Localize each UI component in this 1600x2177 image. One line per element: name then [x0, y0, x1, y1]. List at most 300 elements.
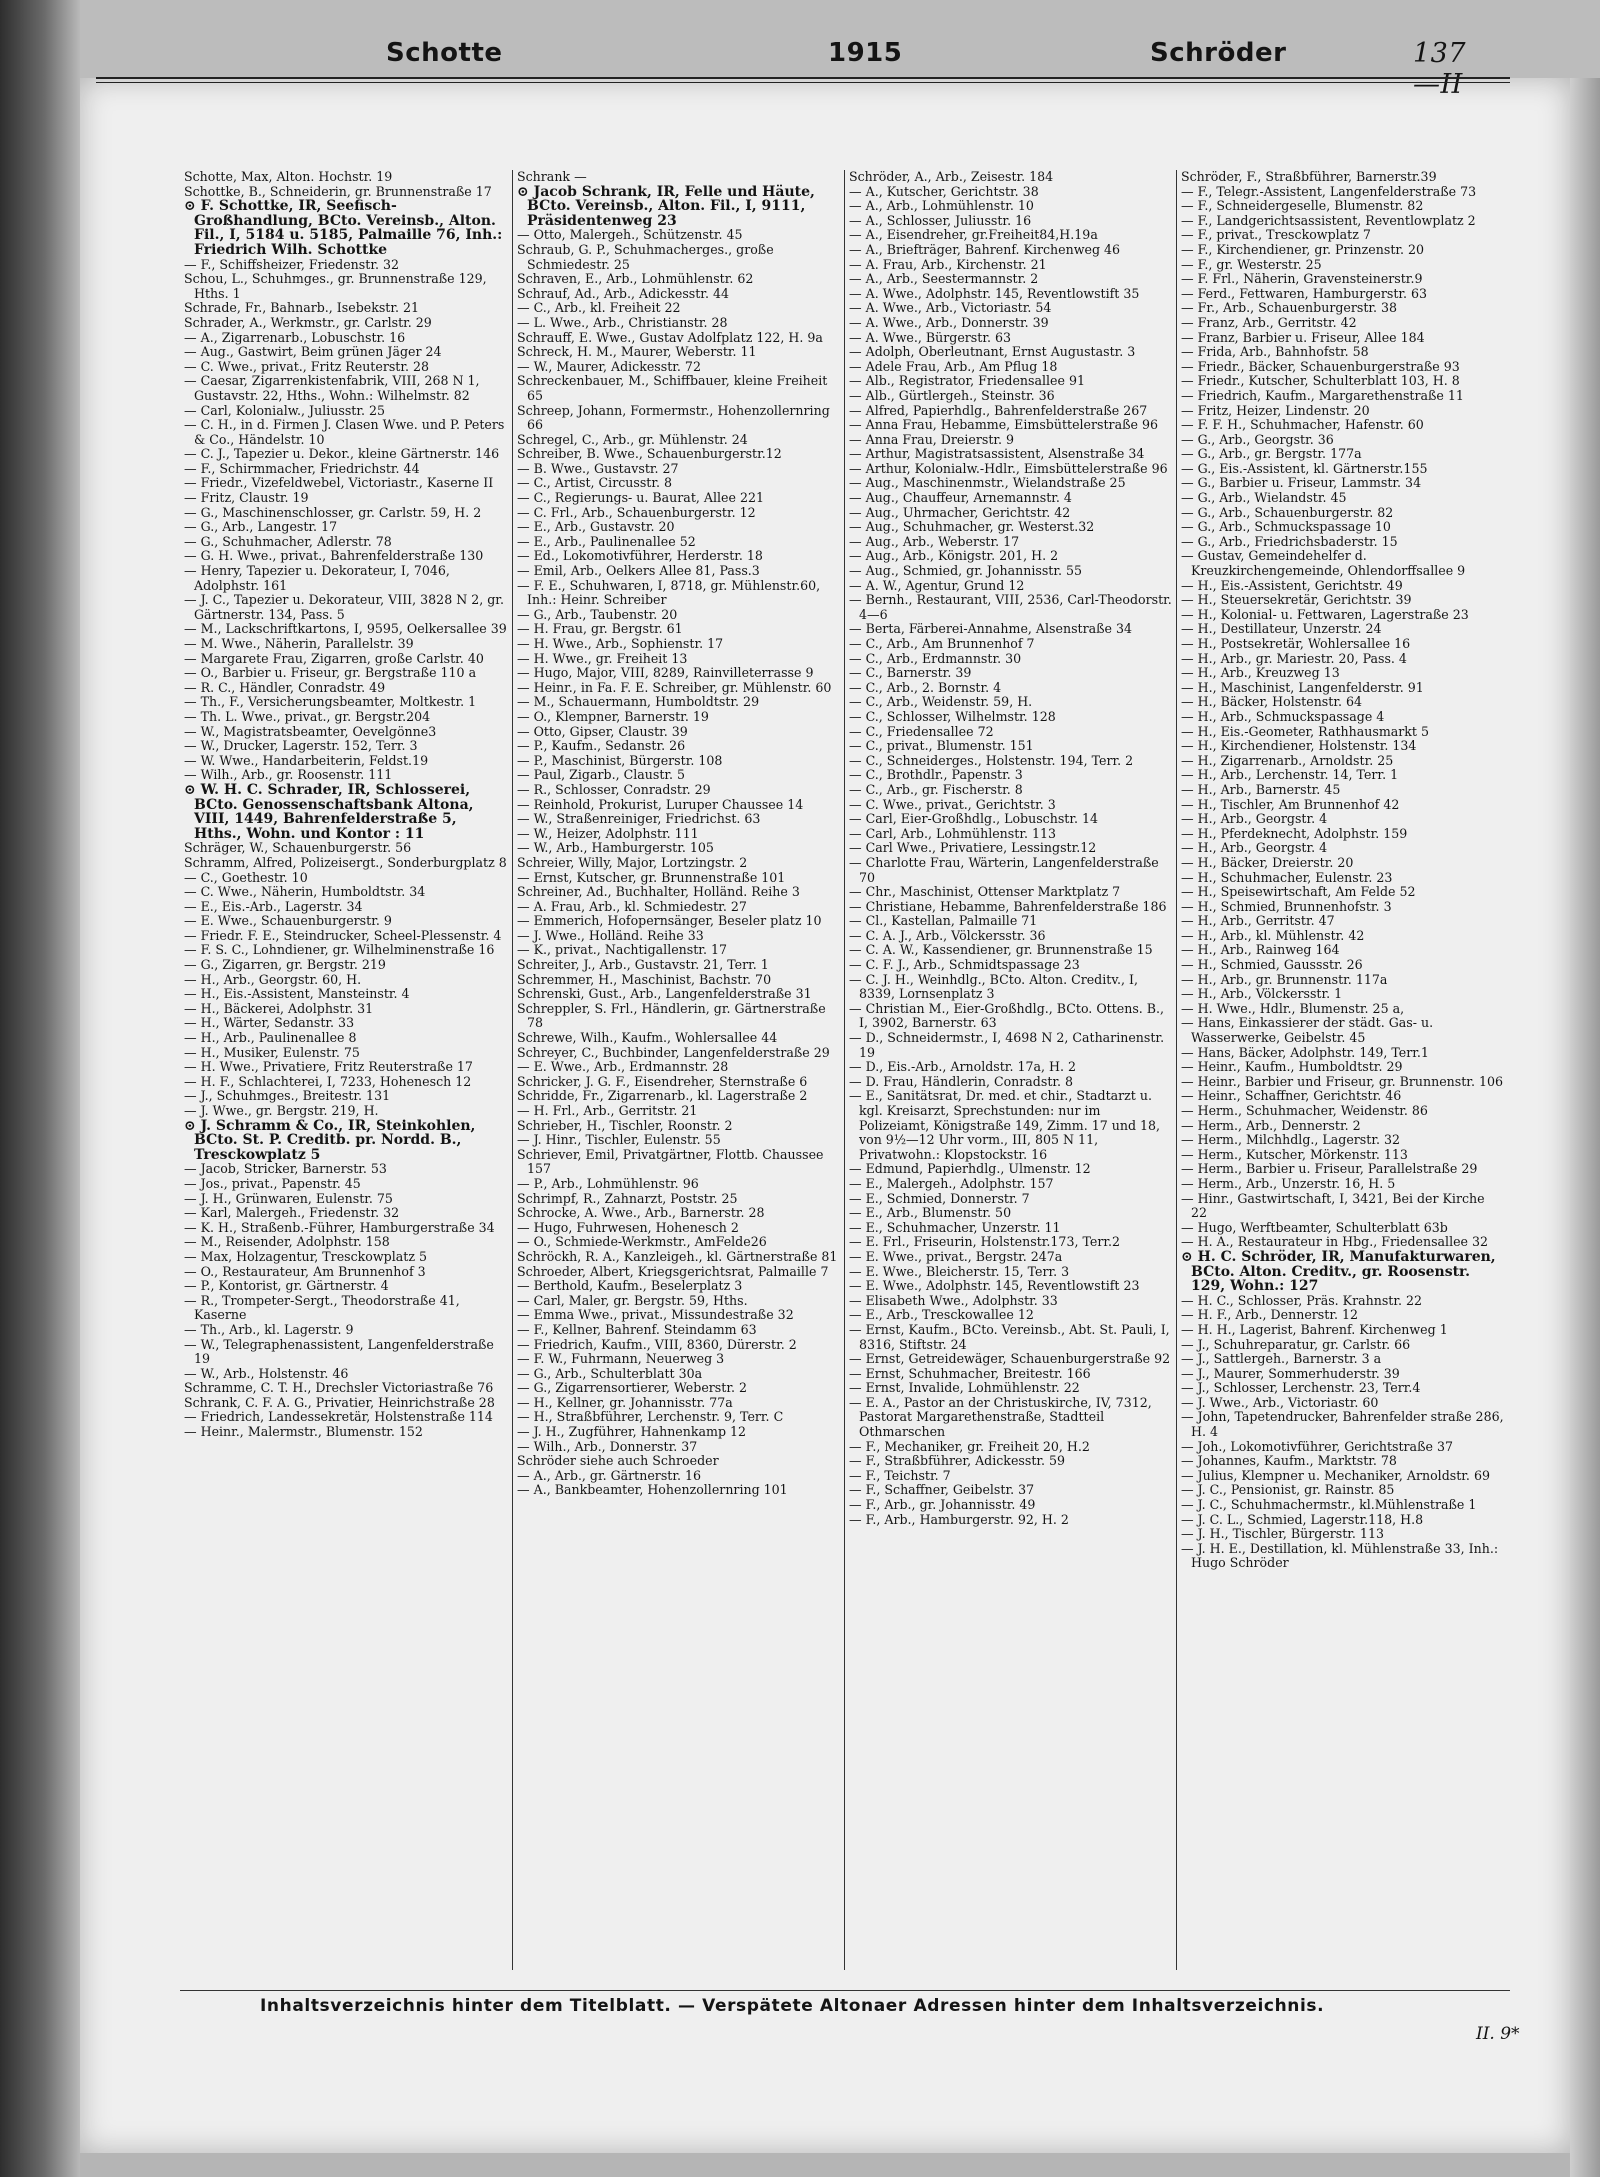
- directory-entry: — Hugo, Fuhrwesen, Hohenesch 2: [517, 1219, 739, 1235]
- directory-entry: — H., Tischler, Am Brunnenhof 42: [1181, 796, 1400, 812]
- directory-entry: — C., Arb., kl. Freiheit 22: [517, 300, 681, 316]
- directory-entry: — C., Arb., Erdmannstr. 30: [849, 650, 1022, 666]
- directory-entry: — G., Eis.-Assistent, kl. Gärtnerstr.155: [1181, 460, 1428, 476]
- directory-entry: — C. F. J., Arb., Schmidtspassage 23: [849, 957, 1080, 973]
- directory-entry: — H., Straßbführer, Lerchenstr. 9, Terr. C: [517, 1409, 784, 1425]
- directory-entry: — J. C., Tapezier u. Dekorateur, VIII, 3828 N 2, gr. Gärtnerstr. 134, Pass. 5: [184, 592, 504, 622]
- directory-entry: — C., Arb., gr. Fischerstr. 8: [849, 781, 1023, 797]
- directory-entry: Schraven, E., Arb., Lohmühlenstr. 62: [517, 271, 754, 287]
- directory-entry: — Wilh., Arb., gr. Roosenstr. 111: [184, 767, 393, 783]
- firm-entry: ⊙ Jacob Schrank, IR, Felle und Häute, BCto. Vereinsb., Alton. Fil., I, 9111, Präsidentenweg 23: [517, 183, 815, 229]
- directory-entry: Schrauff, E. Wwe., Gustav Adolfplatz 122, H. 9a: [517, 329, 823, 345]
- directory-entry: Schreckenbauer, M., Schiffbauer, kleine Freiheit 65: [517, 373, 828, 403]
- directory-entry: — Reinhold, Prokurist, Luruper Chaussee 14: [517, 796, 804, 812]
- directory-entry: — Hans, Bäcker, Adolphstr. 149, Terr.1: [1181, 1044, 1429, 1060]
- directory-entry: — A. Frau, Arb., Kirchenstr. 21: [849, 256, 1047, 272]
- directory-entry: — E. Frl., Friseurin, Holstenstr.173, Terr.2: [849, 1234, 1121, 1250]
- directory-entry: — Herm., Kutscher, Mörkenstr. 113: [1181, 1146, 1408, 1162]
- directory-entry: — G., Arb., Taubenstr. 20: [517, 606, 678, 622]
- directory-entry: Schreep, Johann, Formermstr., Hohenzollernring 66: [517, 402, 830, 433]
- column-3: [844, 170, 1176, 1970]
- directory-entry: — A., Zigarrenarb., Lobuschstr. 16: [184, 329, 406, 345]
- directory-entry: — R., Schlosser, Conradstr. 29: [517, 781, 711, 797]
- directory-entry: — F., gr. Westerstr. 25: [1181, 256, 1322, 272]
- directory-entry: — O., Restaurateur, Am Brunnenhof 3: [184, 1263, 426, 1279]
- directory-entry: — F. E., Schuhwaren, I, 8718, gr. Mühlenstr.60, Inh.: Heinr. Schreiber: [517, 577, 821, 608]
- directory-entry: — H., Bäcker, Dreierstr. 20: [1181, 854, 1354, 870]
- directory-entry: — C. A. W., Kassendiener, gr. Brunnenstraße 15: [849, 942, 1153, 958]
- directory-entry: — W., Straßenreiniger, Friedrichst. 63: [517, 811, 761, 827]
- scan-bottom-edge: [80, 2153, 1570, 2177]
- directory-entry: Schotte, Max, Alton. Hochstr. 19: [184, 169, 393, 184]
- directory-entry: — C. Frl., Arb., Schauenburgerstr. 12: [517, 504, 756, 520]
- directory-entry: — H. Frl., Arb., Gerritstr. 21: [517, 1103, 698, 1118]
- directory-entry: — P., Kaufm., Sedanstr. 26: [517, 738, 686, 754]
- directory-entry: — Ernst, Getreidewäger, Schauenburgerstraße 92: [849, 1351, 1171, 1367]
- directory-entry: — G. H. Wwe., privat., Bahrenfelderstraße 130: [184, 548, 484, 564]
- directory-entry: — D., Schneidermstr., I, 4698 N 2, Catharinenstr. 19: [849, 1030, 1165, 1060]
- directory-entry: — Joh., Lokomotivführer, Gerichtstraße 37: [1181, 1438, 1453, 1454]
- directory-entry: — F., Schneidergeselle, Blumenstr. 82: [1181, 198, 1424, 214]
- directory-entry: — H., Kirchendiener, Holstenstr. 134: [1181, 738, 1417, 754]
- directory-entry: — G., Arb., Schauenburgerstr. 82: [1181, 504, 1394, 520]
- directory-entry: — J. H. E., Destillation, kl. Mühlenstraße 33, Inh.: Hugo Schröder: [1181, 1540, 1499, 1571]
- directory-entry: — E. Wwe., Arb., Erdmannstr. 28: [517, 1059, 729, 1075]
- directory-entry: — K. H., Straßenb.-Führer, Hamburgerstraße 34: [184, 1219, 495, 1235]
- directory-entry: — W., Drucker, Lagerstr. 152, Terr. 3: [184, 738, 418, 754]
- column-1: [180, 170, 512, 1970]
- directory-entry: — Herm., Arb., Unzerstr. 16, H. 5: [1181, 1175, 1396, 1191]
- directory-entry: — A. Wwe., Arb., Donnerstr. 39: [849, 314, 1049, 330]
- directory-entry: — F., Mechaniker, gr. Freiheit 20, H.2: [849, 1438, 1090, 1454]
- directory-entry: — Franz, Arb., Gerritstr. 42: [1181, 314, 1357, 330]
- directory-entry: — Ed., Lokomotivführer, Herderstr. 18: [517, 548, 763, 564]
- directory-entry: — A., Arb., Lohmühlenstr. 10: [849, 198, 1034, 214]
- header-rule: [96, 77, 1510, 83]
- firm-entry: ⊙ J. Schramm & Co., IR, Steinkohlen, BCto. St. P. Creditb. pr. Nordd. B., Tresckowplatz 5: [184, 1117, 476, 1163]
- firm-entry: ⊙ W. H. C. Schrader, IR, Schlosserei, BCto. Genossenschaftsbank Altona, VIII, 1449, Bahrenfelderstraße 5, Hths., Wohn. und Kontor : 11: [184, 781, 474, 842]
- directory-entry: — F., Schiffsheizer, Friedenstr. 32: [184, 256, 399, 272]
- directory-entry: — Hugo, Major, VIII, 8289, Rainvilleterrasse 9: [517, 665, 814, 681]
- directory-entry: — M., Schauermann, Humboldtstr. 29: [517, 694, 760, 710]
- directory-entry: — Hinr., Gastwirtschaft, I, 3421, Bei der Kirche 22: [1181, 1190, 1485, 1221]
- directory-entry: — Karl, Malergeh., Friedenstr. 32: [184, 1205, 400, 1221]
- directory-entry: — Friedrich, Landessekretär, Holstenstraße 114: [184, 1409, 493, 1425]
- directory-entry: — L. Wwe., Arb., Christianstr. 28: [517, 314, 728, 330]
- directory-entry: — Hans, Einkassierer der städt. Gas- u. Wasserwerke, Geibelstr. 45: [1181, 1015, 1434, 1046]
- directory-entry: Schreyer, C., Buchbinder, Langenfelderstraße 29: [517, 1044, 830, 1060]
- directory-entry: Schrieber, H., Tischler, Roonstr. 2: [517, 1117, 733, 1133]
- directory-entry: — Fr., Arb., Schauenburgerstr. 38: [1181, 300, 1398, 316]
- directory-entry: — H., Eis.-Geometer, Rathhausmarkt 5: [1181, 723, 1430, 739]
- directory-entry: — Aug., Arb., Weberstr. 17: [849, 533, 1020, 549]
- directory-entry: — R. C., Händler, Conradstr. 49: [184, 679, 386, 695]
- directory-entry: Schrader, A., Werkmstr., gr. Carlstr. 29: [184, 314, 432, 330]
- directory-entry: — W., Telegraphenassistent, Langenfelderstraße 19: [184, 1336, 494, 1367]
- directory-entry: — H. C., Schlosser, Präs. Krahnstr. 22: [1181, 1292, 1423, 1308]
- directory-entry: Schreiber, B. Wwe., Schauenburgerstr.12: [517, 446, 782, 462]
- directory-entry: — C. H., in d. Firmen J. Clasen Wwe. und P. Peters & Co., Händelstr. 10: [184, 417, 505, 447]
- directory-entry: — Berthold, Kaufm., Beselerplatz 3: [517, 1278, 743, 1294]
- directory-entry: Schreiner, Ad., Buchhalter, Holländ. Reihe 3: [517, 884, 800, 900]
- directory-entry: — A. Wwe., Bürgerstr. 63: [849, 329, 1011, 345]
- directory-entry: — J. Wwe., gr. Bergstr. 219, H.: [184, 1103, 379, 1118]
- directory-entry: — Friedr., Bäcker, Schauenburgerstraße 93: [1181, 358, 1460, 374]
- directory-entry: — Frida, Arb., Bahnhofstr. 58: [1181, 344, 1369, 360]
- directory-entry: — Arthur, Kolonialw.-Hdlr., Eimsbüttelerstraße 96: [849, 460, 1168, 476]
- directory-entry: — G., Barbier u. Friseur, Lammstr. 34: [1181, 475, 1422, 491]
- directory-entry: — P., Kontorist, gr. Gärtnerstr. 4: [184, 1278, 389, 1294]
- header-left-keyword: Schotte: [386, 38, 503, 68]
- directory-entry: Schricker, J. G. F., Eisendreher, Sternstraße 6: [517, 1073, 808, 1089]
- directory-entry: — A., Arb., gr. Gärtnerstr. 16: [517, 1467, 702, 1483]
- directory-entry: — H., Arb., Kreuzweg 13: [1181, 665, 1340, 681]
- directory-entry: — Otto, Gipser, Claustr. 39: [517, 723, 688, 739]
- directory-entry: — Hugo, Werftbeamter, Schulterblatt 63b: [1181, 1219, 1448, 1235]
- directory-entry: — H., Arb., Georgstr. 60, H.: [184, 971, 362, 987]
- directory-entry: — Heinr., Barbier und Friseur, gr. Brunnenstr. 106: [1181, 1073, 1503, 1089]
- directory-entry: — Ferd., Fettwaren, Hamburgerstr. 63: [1181, 285, 1428, 301]
- directory-entry: — Heinr., Malermstr., Blumenstr. 152: [184, 1424, 423, 1440]
- directory-entry: — Charlotte Frau, Wärterin, Langenfelderstraße 70: [849, 854, 1159, 885]
- directory-entry: — E., Arb., Blumenstr. 50: [849, 1205, 1012, 1221]
- directory-entry: — J., Schuhreparatur, gr. Carlstr. 66: [1181, 1336, 1411, 1352]
- directory-entry: — E., Arb., Paulinenallee 52: [517, 533, 696, 549]
- directory-entry: — G., Schuhmacher, Adlerstr. 78: [184, 533, 392, 549]
- directory-entry: — G., Maschinenschlosser, gr. Carlstr. 59, H. 2: [184, 504, 482, 520]
- directory-entry: — F. Frl., Näherin, Gravensteinerstr.9: [1181, 271, 1423, 287]
- directory-entry: Schroeder, Albert, Kriegsgerichtsrat, Palmaille 7: [517, 1263, 829, 1279]
- directory-entry: Schrewe, Wilh., Kaufm., Wohlersallee 44: [517, 1030, 778, 1046]
- footer-page-ref: II. 9*: [1476, 2024, 1520, 2044]
- directory-entry: — A., Eisendreher, gr.Freiheit84,H.19a: [849, 227, 1098, 243]
- directory-entry: Schreier, Willy, Major, Lortzingstr. 2: [517, 854, 748, 870]
- directory-entry: Schou, L., Schuhmges., gr. Brunnenstraße 129, Hths. 1: [184, 271, 487, 301]
- directory-entry: — W., Arb., Holstenstr. 46: [184, 1365, 349, 1381]
- directory-entry: — Herm., Arb., Dennerstr. 2: [1181, 1117, 1361, 1133]
- directory-entry: — E., Sanitätsrat, Dr. med. et chir., Stadtarzt u. kgl. Kreisarzt, Sprechstunden: nur im Polizeiamt, Königstraße 149, Zimm. 17 und 18, von 9½—12 Uhr vorm., III, 805 N 11, Privatwohn.: Klopstockstr. 16: [849, 1088, 1161, 1162]
- directory-entry: — O., Barbier u. Friseur, gr. Bergstraße 110 a: [184, 665, 477, 681]
- directory-entry: — Edmund, Papierhdlg., Ulmenstr. 12: [849, 1161, 1091, 1177]
- directory-entry: — C., Schneiderges., Holstenstr. 194, Terr. 2: [849, 752, 1134, 768]
- directory-entry: — H., Schmied, Brunnenhofstr. 3: [1181, 898, 1392, 914]
- directory-entry: — C., Arb., Weidenstr. 59, H.: [849, 694, 1033, 710]
- directory-entry: — H. Wwe., Hdlr., Blumenstr. 25 a,: [1181, 1000, 1405, 1016]
- directory-entry: — Herm., Milchhdlg., Lagerstr. 32: [1181, 1132, 1400, 1148]
- directory-entry: Schrade, Fr., Bahnarb., Isebekstr. 21: [184, 300, 420, 316]
- directory-entry: Schregel, C., Arb., gr. Mühlenstr. 24: [517, 431, 748, 447]
- directory-entry: — Fritz, Claustr. 19: [184, 490, 309, 506]
- header-year: 1915: [828, 38, 903, 68]
- directory-entry: — A., Schlosser, Juliusstr. 16: [849, 212, 1032, 228]
- directory-entry: — C., Barnerstr. 39: [849, 665, 972, 681]
- directory-entry: — Otto, Malergeh., Schützenstr. 45: [517, 227, 743, 243]
- directory-entry: — H., Arb., kl. Mühlenstr. 42: [1181, 927, 1365, 943]
- directory-entry: — G., Zigarren, gr. Bergstr. 219: [184, 957, 386, 973]
- directory-columns: [180, 170, 1510, 1970]
- directory-entry: — C., Arb., 2. Bornstr. 4: [849, 679, 1002, 695]
- directory-entry: — H. F., Schlachterei, I, 7233, Hohenesch 12: [184, 1073, 472, 1089]
- directory-entry: — H., Wärter, Sedanstr. 33: [184, 1015, 355, 1031]
- directory-entry: — C., Schlosser, Wilhelmstr. 128: [849, 708, 1056, 724]
- directory-entry: — E., Malergeh., Adolphstr. 157: [849, 1175, 1054, 1191]
- directory-entry: — H. Wwe., gr. Freiheit 13: [517, 650, 688, 666]
- header-right-keyword: Schröder: [1150, 38, 1287, 68]
- directory-entry: — E., Schmied, Donnerstr. 7: [849, 1190, 1030, 1206]
- directory-entry: Schrenski, Gust., Arb., Langenfelderstraße 31: [517, 986, 812, 1002]
- directory-entry: — Th. L. Wwe., privat., gr. Bergstr.204: [184, 708, 431, 724]
- directory-entry: — J. C., Pensionist, gr. Rainstr. 85: [1181, 1482, 1395, 1498]
- directory-entry: — H., Arb., Lerchenstr. 14, Terr. 1: [1181, 767, 1399, 783]
- directory-entry: — Carl Wwe., Privatiere, Lessingstr.12: [849, 840, 1097, 856]
- directory-entry: — C., privat., Blumenstr. 151: [849, 738, 1034, 754]
- directory-entry: — G., Arb., Friedrichsbaderstr. 15: [1181, 533, 1398, 549]
- directory-entry: — F., Arb., gr. Johannisstr. 49: [849, 1497, 1036, 1513]
- directory-entry: — H. H., Lagerist, Bahrenf. Kirchenweg 1: [1181, 1321, 1448, 1337]
- directory-entry: — F., Kirchendiener, gr. Prinzenstr. 20: [1181, 241, 1425, 257]
- directory-entry: — J., Maurer, Sommerhuderstr. 39: [1181, 1365, 1400, 1381]
- directory-entry: — H. Frau, gr. Bergstr. 61: [517, 621, 683, 637]
- directory-entry: — John, Tapetendrucker, Bahrenfelder straße 286, H. 4: [1181, 1409, 1504, 1440]
- directory-entry: — F. S. C., Lohndiener, gr. Wilhelminenstraße 16: [184, 942, 495, 958]
- directory-entry: — E. A., Pastor an der Christuskirche, IV, 7312, Pastorat Margarethenstraße, Stadtteil Othmarschen: [849, 1394, 1152, 1440]
- directory-entry: — Aug., Maschinenmstr., Wielandstraße 25: [849, 475, 1126, 491]
- directory-entry: — F., Telegr.-Assistent, Langenfelderstraße 73: [1181, 183, 1477, 199]
- footer-notice: Inhaltsverzeichnis hinter dem Titelblatt. — Verspätete Altonaer Adressen hinter dem Inhaltsverzeichnis.: [260, 1996, 1325, 2016]
- directory-entry: — W. Wwe., Handarbeiterin, Feldst.19: [184, 752, 429, 768]
- directory-entry: — H., Arb., gr. Mariestr. 20, Pass. 4: [1181, 650, 1407, 666]
- directory-entry: — E. Wwe., Bleicherstr. 15, Terr. 3: [849, 1263, 1070, 1279]
- directory-entry: — Aug., Chauffeur, Arnemannstr. 4: [849, 490, 1072, 506]
- directory-entry: — Jacob, Stricker, Barnerstr. 53: [184, 1161, 387, 1177]
- directory-entry: — Aug., Gastwirt, Beim grünen Jäger 24: [184, 344, 442, 360]
- column-2: [512, 170, 844, 1970]
- directory-entry: Schröckh, R. A., Kanzleigeh., kl. Gärtnerstraße 81: [517, 1248, 838, 1264]
- directory-entry: — H., Arb., Georgstr. 4: [1181, 811, 1328, 827]
- directory-entry: — E., Arb., Gustavstr. 20: [517, 519, 675, 535]
- directory-entry: — F., Straßbführer, Adickesstr. 59: [849, 1453, 1066, 1469]
- directory-entry: Schreppler, S. Frl., Händlerin, gr. Gärtnerstraße 78: [517, 1000, 826, 1031]
- directory-entry: — H., Destillateur, Unzerstr. 24: [1181, 621, 1382, 637]
- directory-entry: — C., Goethestr. 10: [184, 869, 308, 885]
- directory-entry: — H., Kellner, gr. Johannisstr. 77a: [517, 1394, 733, 1410]
- directory-entry: — J. Wwe., Arb., Victoriastr. 60: [1181, 1394, 1379, 1410]
- directory-entry: — F., Schaffner, Geibelstr. 37: [849, 1482, 1035, 1498]
- directory-entry: — H., Arb., Gerritstr. 47: [1181, 913, 1335, 929]
- directory-entry: — P., Arb., Lohmühlenstr. 96: [517, 1175, 699, 1191]
- directory-entry: — Paul, Zigarb., Claustr. 5: [517, 767, 686, 783]
- directory-entry: — A., Bankbeamter, Hohenzollernring 101: [517, 1482, 788, 1498]
- directory-entry: — J., Schuhmges., Breitestr. 131: [184, 1088, 391, 1104]
- directory-entry: — F. F. H., Schuhmacher, Hafenstr. 60: [1181, 417, 1424, 433]
- firm-entry: ⊙ H. C. Schröder, IR, Manufakturwaren, BCto. Alton. Creditv., gr. Roosenstr. 129, Wohn.: 127: [1181, 1248, 1496, 1295]
- directory-entry: — J. C. L., Schmied, Lagerstr.118, H.8: [1181, 1511, 1424, 1527]
- directory-entry: — C. Wwe., Näherin, Humboldtstr. 34: [184, 884, 426, 900]
- directory-entry: — G., Arb., Langestr. 17: [184, 519, 338, 535]
- directory-entry: — G., Arb., Georgstr. 36: [1181, 431, 1334, 447]
- directory-entry: — A., Kutscher, Gerichtstr. 38: [849, 183, 1039, 199]
- directory-entry: — Ernst, Schuhmacher, Breitestr. 166: [849, 1365, 1091, 1381]
- directory-entry: — G., Arb., gr. Bergstr. 177a: [1181, 446, 1362, 462]
- directory-entry: — C. Wwe., privat., Fritz Reuterstr. 28: [184, 358, 430, 374]
- directory-entry: — Herm., Barbier u. Friseur, Parallelstraße 29: [1181, 1161, 1478, 1177]
- directory-entry: — Friedr. F. E., Steindrucker, Scheel-Plessenstr. 4: [184, 927, 502, 943]
- directory-entry: Schridde, Fr., Zigarrenarb., kl. Lagerstraße 2: [517, 1088, 808, 1104]
- directory-entry: — Emmerich, Hofopernsänger, Beseler platz 10: [517, 913, 822, 929]
- footer-rule: [180, 1990, 1510, 1991]
- directory-entry: — A. Wwe., Adolphstr. 145, Reventlowstift 35: [849, 285, 1140, 301]
- page-header: [90, 28, 1467, 100]
- directory-entry: — E., Eis.-Arb., Lagerstr. 34: [184, 898, 363, 914]
- directory-entry: — G., Arb., Wielandstr. 45: [1181, 490, 1347, 506]
- directory-entry: — Arthur, Magistratsassistent, Alsenstraße 34: [849, 446, 1145, 462]
- directory-entry: — A., Briefträger, Bahrenf. Kirchenweg 46: [849, 241, 1121, 257]
- directory-entry: — H., Bäckerei, Adolphstr. 31: [184, 1000, 374, 1016]
- directory-entry: Schriever, Emil, Privatgärtner, Flottb. Chaussee 157: [517, 1146, 824, 1177]
- directory-entry: Schrimpf, R., Zahnarzt, Poststr. 25: [517, 1190, 738, 1206]
- directory-entry: Schröder, A., Arb., Zeisestr. 184: [849, 169, 1054, 184]
- directory-entry: — C., Friedensallee 72: [849, 723, 994, 739]
- directory-entry: — Carl, Eier-Großhdlg., Lobuschstr. 14: [849, 811, 1099, 827]
- directory-entry: Schremmer, H., Maschinist, Bachstr. 70: [517, 971, 772, 987]
- directory-entry: Schramme, C. T. H., Drechsler Victoriastraße 76: [184, 1380, 494, 1396]
- directory-entry: — Berta, Färberei-Annahme, Alsenstraße 34: [849, 621, 1133, 637]
- directory-entry: — Gustav, Gemeindehelfer d. Kreuzkirchengemeinde, Ohlendorffsallee 9: [1181, 548, 1466, 579]
- directory-entry: — M., Lackschriftkartons, I, 9595, Oelkersallee 39: [184, 621, 507, 637]
- directory-entry: — Friedrich, Kaufm., Margarethenstraße 11: [1181, 387, 1464, 403]
- directory-entry: Schrocke, A. Wwe., Arb., Barnerstr. 28: [517, 1205, 765, 1221]
- directory-entry: — H., Arb., Rainweg 164: [1181, 942, 1340, 958]
- directory-entry: — C. A. J., Arb., Völckersstr. 36: [849, 927, 1046, 943]
- directory-entry: — C., Artist, Circusstr. 8: [517, 475, 673, 491]
- directory-entry: — Christian M., Eier-Großhdlg., BCto. Ottens. B., I, 3902, Barnerstr. 63: [849, 1000, 1165, 1031]
- firm-entry: ⊙ F. Schottke, IR, Seefisch-Großhandlung, BCto. Vereinsb., Alton. Fil., I, 5184 u. 5185, Palmaille 76, Inh.: Friedrich Wilh. Schottke: [184, 198, 503, 258]
- directory-entry: — Herm., Schuhmacher, Weidenstr. 86: [1181, 1103, 1428, 1118]
- directory-entry: — G., Arb., Schulterblatt 30a: [517, 1365, 703, 1381]
- directory-entry: — Th., F., Versicherungsbeamter, Moltkestr. 1: [184, 694, 477, 710]
- directory-entry: — G., Zigarrensortierer, Weberstr. 2: [517, 1380, 747, 1396]
- directory-entry: — H., Speisewirtschaft, Am Felde 52: [1181, 884, 1416, 900]
- directory-entry: — Carl, Maler, gr. Bergstr. 59, Hths.: [517, 1292, 748, 1308]
- directory-entry: — Adolph, Oberleutnant, Ernst Augustastr. 3: [849, 344, 1136, 360]
- directory-entry: — C., Regierungs- u. Baurat, Allee 221: [517, 490, 764, 506]
- directory-entry: — F., privat., Tresckowplatz 7: [1181, 227, 1371, 243]
- directory-entry: Schraub, G. P., Schuhmacherges., große Schmiedestr. 25: [517, 241, 774, 272]
- directory-entry: — A., Arb., Seestermannstr. 2: [849, 271, 1039, 287]
- directory-entry: — B. Wwe., Gustavstr. 27: [517, 460, 679, 476]
- directory-entry: — Jos., privat., Papenstr. 45: [184, 1175, 361, 1191]
- directory-entry: — C. J. H., Weinhdlg., BCto. Alton. Creditv., I, 8339, Lornsenplatz 3: [849, 971, 1138, 1002]
- directory-entry: — H. A., Restaurateur in Hbg., Friedensallee 32: [1181, 1234, 1489, 1250]
- directory-entry: — Franz, Barbier u. Friseur, Allee 184: [1181, 329, 1425, 345]
- directory-entry: — Aug., Uhrmacher, Gerichtstr. 42: [849, 504, 1071, 520]
- directory-entry: — Th., Arb., kl. Lagerstr. 9: [184, 1321, 354, 1337]
- directory-entry: — A. W., Agentur, Grund 12: [849, 577, 1025, 593]
- directory-entry: — M. Wwe., Näherin, Parallelstr. 39: [184, 636, 414, 651]
- directory-entry: — A. Frau, Arb., kl. Schmiedestr. 27: [517, 898, 747, 914]
- directory-entry: — Adele Frau, Arb., Am Pflug 18: [849, 358, 1058, 374]
- directory-entry: — Johannes, Kaufm., Marktstr. 78: [1181, 1453, 1397, 1469]
- directory-entry: — F., Teichstr. 7: [849, 1467, 951, 1483]
- directory-entry: — C. J., Tapezier u. Dekor., kleine Gärtnerstr. 146: [184, 446, 500, 462]
- directory-entry: — E., Schuhmacher, Unzerstr. 11: [849, 1219, 1061, 1235]
- directory-entry: — Emil, Arb., Oelkers Allee 81, Pass.3: [517, 563, 760, 579]
- directory-entry: Schramm, Alfred, Polizeisergt., Sonderburgplatz 8: [184, 854, 507, 870]
- directory-entry: — J. H., Tischler, Bürgerstr. 113: [1181, 1526, 1384, 1542]
- directory-entry: — H. Wwe., Privatiere, Fritz Reuterstraße 17: [184, 1059, 473, 1075]
- directory-entry: Schröder siehe auch Schroeder: [517, 1453, 719, 1469]
- directory-entry: — W., Magistratsbeamter, Oevelgönne3: [184, 723, 437, 739]
- directory-entry: — Heinr., in Fa. F. E. Schreiber, gr. Mühlenstr. 60: [517, 679, 832, 695]
- directory-entry: — Friedrich, Kaufm., VIII, 8360, Dürerstr. 2: [517, 1336, 797, 1352]
- directory-entry: — W., Heizer, Adolphstr. 111: [517, 825, 699, 841]
- directory-entry: — Caesar, Zigarrenkistenfabrik, VIII, 268 N 1, Gustavstr. 22, Hths., Wohn.: Wilhelmstr. 82: [184, 373, 480, 403]
- directory-entry: — H., Pferdeknecht, Adolphstr. 159: [1181, 825, 1408, 841]
- directory-entry: — D., Eis.-Arb., Arnoldstr. 17a, H. 2: [849, 1059, 1076, 1075]
- directory-entry: Schröder, F., Straßbführer, Barnerstr.39: [1181, 169, 1437, 184]
- directory-entry: — H., Kolonial- u. Fettwaren, Lagerstraße 23: [1181, 606, 1469, 622]
- directory-entry: — F., Landgerichtsassistent, Reventlowplatz 2: [1181, 212, 1476, 228]
- directory-entry: — H., Eis.-Assistent, Mansteinstr. 4: [184, 986, 410, 1002]
- directory-entry: — J. H., Zugführer, Hahnenkamp 12: [517, 1424, 747, 1440]
- directory-entry: — Cl., Kastellan, Palmaille 71: [849, 913, 1038, 929]
- directory-entry: — H., Schmied, Gaussstr. 26: [1181, 957, 1363, 973]
- directory-entry: — Heinr., Kaufm., Humboldtstr. 29: [1181, 1059, 1403, 1075]
- directory-entry: — Friedr., Kutscher, Schulterblatt 103, H. 8: [1181, 373, 1460, 389]
- directory-entry: — E. Wwe., Adolphstr. 145, Reventlowstift 23: [849, 1278, 1140, 1294]
- scan-right-edge: [1570, 78, 1600, 2177]
- directory-entry: — W., Maurer, Adickesstr. 72: [517, 358, 701, 374]
- directory-entry: — H., Arb., Barnerstr. 45: [1181, 781, 1341, 797]
- directory-entry: — Aug., Schmied, gr. Johannisstr. 55: [849, 563, 1083, 579]
- directory-entry: — C. Wwe., privat., Gerichtstr. 3: [849, 796, 1056, 812]
- directory-entry: Schottke, B., Schneiderin, gr. Brunnenstraße 17: [184, 183, 492, 199]
- directory-entry: — Aug., Schuhmacher, gr. Westerst.32: [849, 519, 1095, 535]
- directory-entry: — F., Schirmmacher, Friedrichstr. 44: [184, 460, 420, 476]
- directory-entry: — Alb., Gürtlergeh., Steinstr. 36: [849, 387, 1055, 403]
- directory-entry: — Ernst, Kutscher, gr. Brunnenstraße 101: [517, 869, 786, 885]
- directory-entry: — R., Trompeter-Sergt., Theodorstraße 41, Kaserne: [184, 1292, 460, 1323]
- directory-entry: — J., Schlosser, Lerchenstr. 23, Terr.4: [1181, 1380, 1421, 1396]
- directory-entry: — H., Eis.-Assistent, Gerichtstr. 49: [1181, 577, 1403, 593]
- directory-entry: — Fritz, Heizer, Lindenstr. 20: [1181, 402, 1370, 418]
- directory-entry: — Christiane, Hebamme, Bahrenfelderstraße 186: [849, 898, 1167, 914]
- directory-entry: — Carl, Kolonialw., Juliusstr. 25: [184, 402, 386, 418]
- directory-entry: Schrauf, Ad., Arb., Adickesstr. 44: [517, 285, 729, 301]
- directory-entry: Schrank, C. F. A. G., Privatier, Heinrichstraße 28: [184, 1394, 495, 1410]
- directory-entry: — Elisabeth Wwe., Adolphstr. 33: [849, 1292, 1058, 1308]
- directory-entry: — C., Arb., Am Brunnenhof 7: [849, 636, 1035, 651]
- directory-entry: — Alfred, Papierhdlg., Bahrenfelderstraße 267: [849, 402, 1148, 418]
- directory-entry: — H., Schuhmacher, Eulenstr. 23: [1181, 869, 1393, 885]
- book-spine-shadow: [0, 0, 80, 2177]
- directory-entry: — H., Bäcker, Holstenstr. 64: [1181, 694, 1363, 710]
- directory-entry: — H., Zigarrenarb., Arnoldstr. 25: [1181, 752, 1394, 768]
- directory-entry: — H., Arb., Völckersstr. 1: [1181, 986, 1343, 1002]
- directory-entry: — H., Arb., Paulinenallee 8: [184, 1030, 357, 1046]
- directory-entry: — Aug., Arb., Königstr. 201, H. 2: [849, 548, 1059, 564]
- directory-entry: — H., Arb., Georgstr. 4: [1181, 840, 1328, 856]
- directory-entry: — Anna Frau, Dreierstr. 9: [849, 431, 1015, 447]
- directory-entry: Schrank —: [517, 169, 587, 184]
- column-4: [1176, 170, 1508, 1970]
- directory-entry: — Emma Wwe., privat., Missundestraße 32: [517, 1307, 794, 1323]
- directory-entry: Schreiter, J., Arb., Gustavstr. 21, Terr. 1: [517, 957, 769, 973]
- directory-entry: — H., Maschinist, Langenfelderstr. 91: [1181, 679, 1424, 695]
- directory-entry: — Wilh., Arb., Donnerstr. 37: [517, 1438, 698, 1454]
- directory-entry: Schräger, W., Schauenburgerstr. 56: [184, 840, 412, 856]
- directory-entry: — J. Hinr., Tischler, Eulenstr. 55: [517, 1132, 721, 1148]
